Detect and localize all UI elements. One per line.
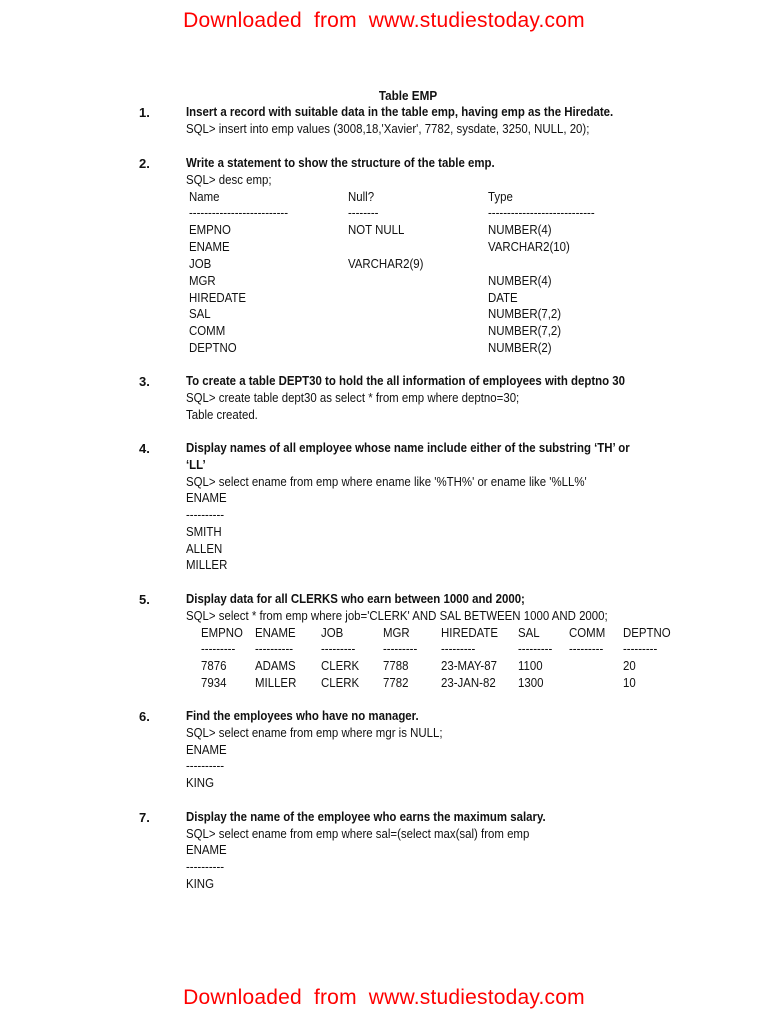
separator: ----------	[255, 641, 294, 656]
column-header: ENAME	[186, 842, 227, 857]
separator: --------	[348, 205, 379, 220]
table-cell: NUMBER(7,2)	[488, 306, 562, 321]
table-cell: NUMBER(2)	[488, 340, 552, 355]
separator: ---------	[623, 641, 658, 656]
column-header: SAL	[518, 625, 540, 640]
column-header: ENAME	[186, 490, 227, 505]
result-row: MILLER	[186, 557, 228, 572]
sql-statement: SQL> insert into emp values (3008,18,'Xavier', 7782, sysdate, 3250, NULL, 20);	[186, 121, 590, 136]
table-cell: NUMBER(7,2)	[488, 323, 562, 338]
separator: ----------	[186, 758, 225, 773]
table-cell: MILLER	[255, 675, 297, 690]
question-text: Write a statement to show the structure of the table emp.	[186, 155, 495, 170]
result-row: ALLEN	[186, 541, 223, 556]
column-header: MGR	[383, 625, 410, 640]
result-row: SMITH	[186, 524, 222, 539]
table-cell: 20	[623, 658, 636, 673]
download-banner-bottom: Downloaded from www.studiestoday.com	[183, 986, 585, 1009]
column-header: Name	[189, 189, 220, 204]
table-cell: MGR	[189, 273, 216, 288]
result-row: KING	[186, 876, 214, 891]
table-cell: COMM	[189, 323, 226, 338]
question-text: Display names of all employee whose name include either of the substring ‘TH’ or	[186, 440, 630, 455]
question-number: 6.	[139, 709, 150, 724]
page-title: Table EMP	[378, 88, 438, 103]
separator: ----------------------------	[488, 205, 595, 220]
column-header: Null?	[348, 189, 375, 204]
question-text: Display data for all CLERKS who earn between 1000 and 2000;	[186, 591, 525, 606]
column-header: EMPNO	[201, 625, 243, 640]
column-header: DEPTNO	[623, 625, 671, 640]
table-cell: 1300	[518, 675, 544, 690]
sql-statement: SQL> select ename from emp where sal=(select max(sal) from emp	[186, 826, 530, 841]
separator: ---------	[569, 641, 604, 656]
table-cell: 7934	[201, 675, 227, 690]
sql-statement: SQL> create table dept30 as select * from emp where deptno=30;	[186, 390, 520, 405]
sql-statement: SQL> select * from emp where job='CLERK' AND SAL BETWEEN 1000 AND 2000;	[186, 608, 608, 623]
table-cell: NUMBER(4)	[488, 273, 552, 288]
question-number: 1.	[139, 105, 150, 120]
table-cell: 7876	[201, 658, 227, 673]
separator: ---------	[383, 641, 418, 656]
table-cell: 7788	[383, 658, 409, 673]
table-cell: HIREDATE	[189, 290, 246, 305]
table-cell: NUMBER(4)	[488, 222, 552, 237]
table-cell: 7782	[383, 675, 409, 690]
question-text: To create a table DEPT30 to hold the all information of employees with deptno 30	[186, 373, 626, 388]
separator: ---------	[441, 641, 476, 656]
table-cell: 23-JAN-82	[441, 675, 496, 690]
separator: ----------	[186, 859, 225, 874]
sql-statement: SQL> select ename from emp where mgr is NULL;	[186, 725, 443, 740]
column-header: ENAME	[186, 742, 227, 757]
separator: ---------	[201, 641, 236, 656]
column-header: COMM	[569, 625, 606, 640]
table-cell: ENAME	[189, 239, 230, 254]
column-header: JOB	[321, 625, 344, 640]
table-cell: 1100	[518, 658, 543, 673]
table-cell: CLERK	[321, 658, 360, 673]
question-number: 3.	[139, 374, 150, 389]
table-cell: 23-MAY-87	[441, 658, 497, 673]
table-cell: JOB	[189, 256, 212, 271]
table-cell: DATE	[488, 290, 518, 305]
table-cell: VARCHAR2(9)	[348, 256, 424, 271]
question-number: 2.	[139, 156, 150, 171]
column-header: Type	[488, 189, 513, 204]
table-cell: SAL	[189, 306, 211, 321]
table-cell: NOT NULL	[348, 222, 405, 237]
separator: ---------	[518, 641, 553, 656]
sql-statement: SQL> desc emp;	[186, 172, 272, 187]
table-cell: ADAMS	[255, 658, 296, 673]
table-cell: VARCHAR2(10)	[488, 239, 570, 254]
table-cell: DEPTNO	[189, 340, 237, 355]
separator: --------------------------	[189, 205, 289, 220]
separator: ---------	[321, 641, 356, 656]
table-cell: CLERK	[321, 675, 360, 690]
question-number: 4.	[139, 441, 150, 456]
question-text: Display the name of the employee who earns the maximum salary.	[186, 809, 546, 824]
sql-result: Table created.	[186, 407, 258, 422]
question-number: 7.	[139, 810, 150, 825]
table-cell: 10	[623, 675, 636, 690]
question-text: Insert a record with suitable data in the table emp, having emp as the Hiredate.	[186, 104, 614, 119]
sql-statement: SQL> select ename from emp where ename like '%TH%' or ename like '%LL%'	[186, 474, 587, 489]
result-row: KING	[186, 775, 214, 790]
question-text: Find the employees who have no manager.	[186, 708, 419, 723]
column-header: HIREDATE	[441, 625, 498, 640]
column-header: ENAME	[255, 625, 296, 640]
question-text: ‘LL’	[186, 457, 206, 472]
separator: ----------	[186, 507, 225, 522]
download-banner-top: Downloaded from www.studiestoday.com	[183, 9, 585, 32]
table-cell: EMPNO	[189, 222, 231, 237]
question-number: 5.	[139, 592, 150, 607]
